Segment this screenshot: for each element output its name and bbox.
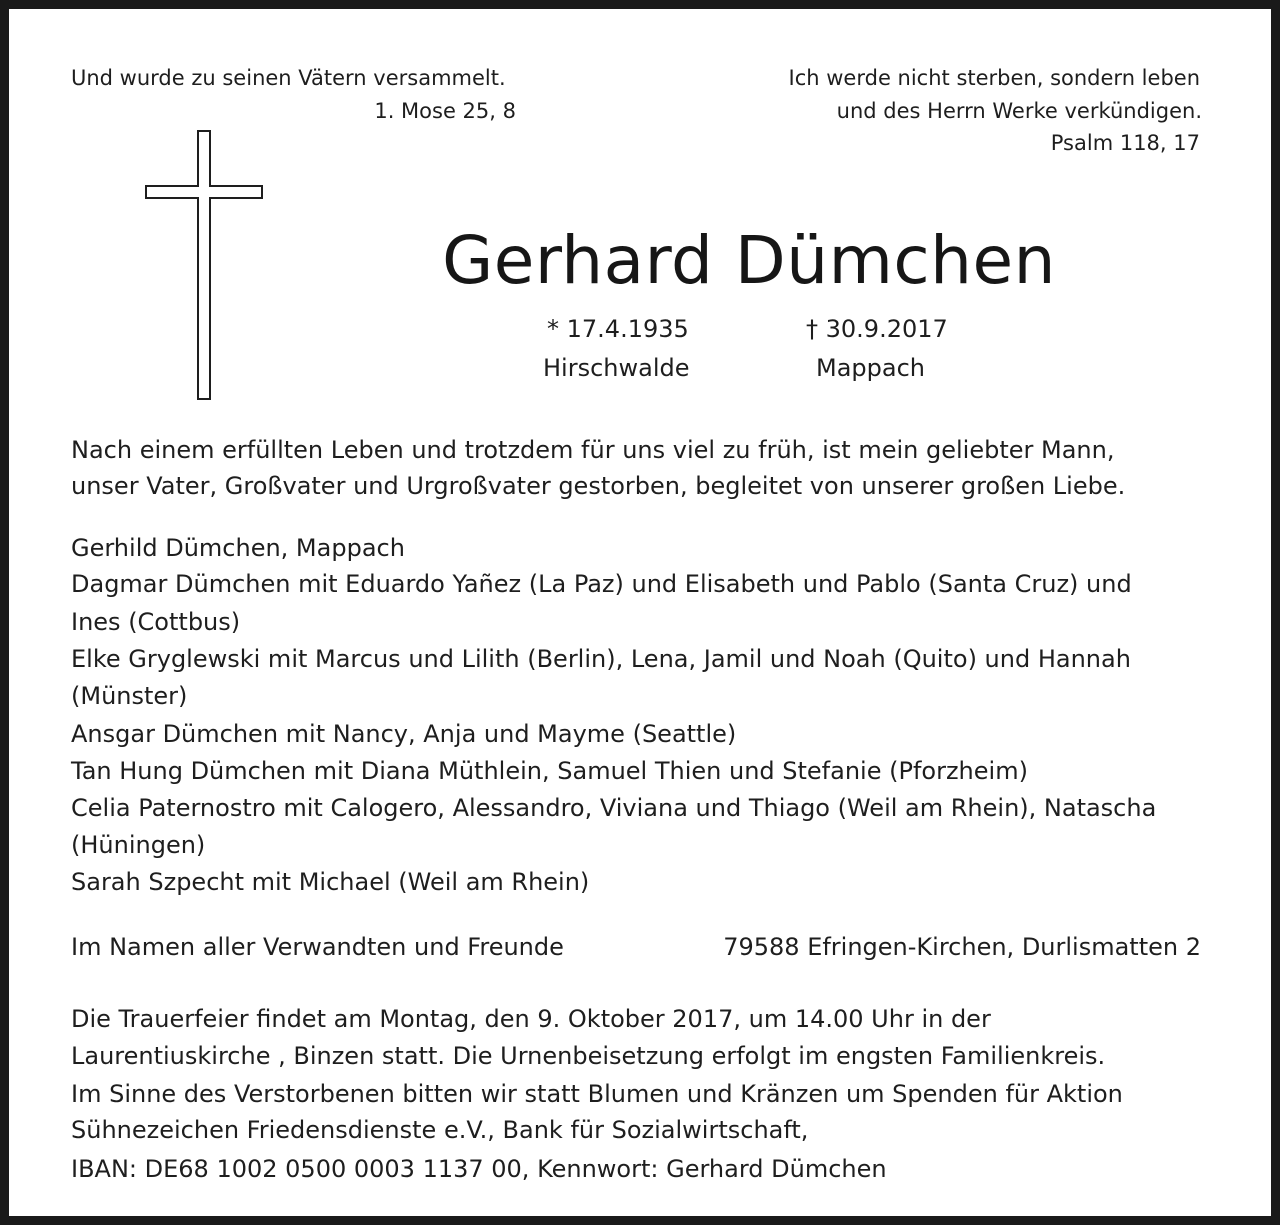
death-place: Mappach <box>816 354 925 382</box>
mourner-line: Dagmar Dümchen mit Eduardo Yañez (La Paz) und Elisabeth und Pablo (Santa Cruz) und <box>71 570 1132 598</box>
signoff-text: Im Namen aller Verwandten und Freunde <box>71 933 564 961</box>
mourner-line: Ines (Cottbus) <box>71 608 241 636</box>
mourner-line: Elke Gryglewski mit Marcus und Lilith (Berlin), Lena, Jamil und Noah (Quito) und Hannah <box>71 645 1131 673</box>
mourner-line: Gerhild Dümchen, Mappach <box>71 534 405 562</box>
mourner-line: Tan Hung Dümchen mit Diana Müthlein, Samuel Thien und Stefanie (Pforzheim) <box>71 757 1028 785</box>
quote-right-reference: Psalm 118, 17 <box>1050 131 1200 155</box>
birth-symbol: * <box>547 315 559 343</box>
mourner-line: Ansgar Dümchen mit Nancy, Anja und Mayme (Seattle) <box>71 720 737 748</box>
mourner-line: (Münster) <box>71 682 188 710</box>
intro-line-1: Nach einem erfüllten Leben und trotzdem für uns viel zu früh, ist mein geliebter Mann, <box>71 436 1115 464</box>
mourner-line: Sarah Szpecht mit Michael (Weil am Rhein) <box>71 868 590 896</box>
mourner-line: Celia Paternostro mit Calogero, Alessandro, Viviana und Thiago (Weil am Rhein), Natascha <box>71 794 1157 822</box>
ceremony-line: Die Trauerfeier findet am Montag, den 9. Oktober 2017, um 14.00 Uhr in der <box>71 1005 991 1033</box>
birth-date-line <box>547 310 689 348</box>
birth-place: Hirschwalde <box>543 354 690 382</box>
deceased-name: Gerhard Dümchen <box>442 222 1056 299</box>
quote-right-line-1: Ich werde nicht sterben, sondern leben <box>788 66 1200 90</box>
quote-left-reference: 1. Mose 25, 8 <box>374 99 516 123</box>
death-date-line <box>806 310 948 348</box>
ceremony-line: Im Sinne des Verstorbenen bitten wir statt Blumen und Kränzen um Spenden für Aktion <box>71 1080 1123 1108</box>
mourner-line: (Hüningen) <box>71 831 206 859</box>
quote-left-text: Und wurde zu seinen Vätern versammelt. <box>71 66 506 90</box>
birth-date: 17.4.1935 <box>566 315 689 343</box>
ceremony-line: Laurentiuskirche , Binzen statt. Die Urnenbeisetzung erfolgt im engsten Familienkreis. <box>71 1042 1106 1070</box>
quote-right-line-2: und des Herrn Werke verkündigen. <box>836 99 1202 123</box>
death-date: 30.9.2017 <box>825 315 948 343</box>
donation-iban-line: IBAN: DE68 1002 0500 0003 1137 00, Kennwort: Gerhard Dümchen <box>71 1155 887 1183</box>
death-symbol: † <box>806 315 818 343</box>
ceremony-line: Sühnezeichen Friedensdienste e.V., Bank für Sozialwirtschaft, <box>71 1116 809 1144</box>
family-address: 79588 Efringen-Kirchen, Durlismatten 2 <box>723 933 1201 961</box>
intro-line-2: unser Vater, Großvater und Urgroßvater gestorben, begleitet von unserer großen Liebe. <box>71 472 1126 500</box>
